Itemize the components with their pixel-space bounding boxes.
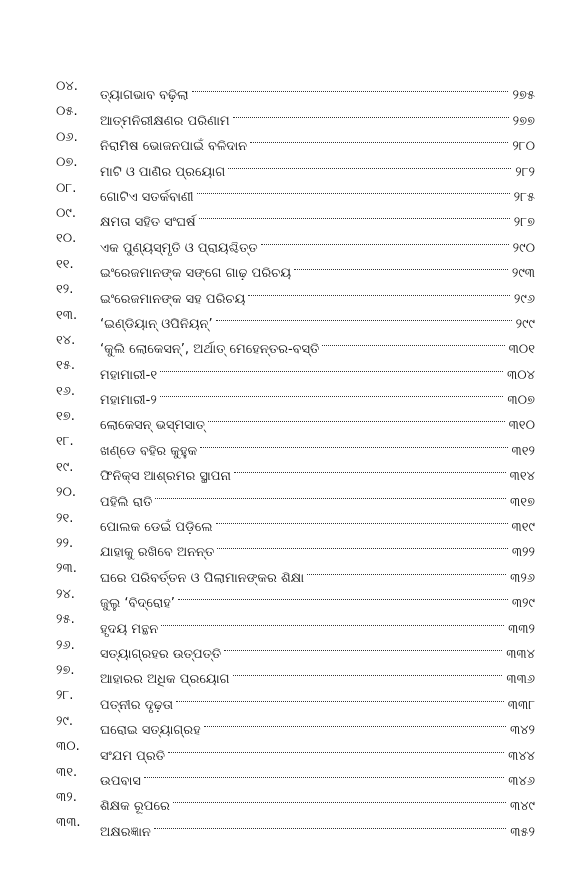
page-number: ୩୪୨ (509, 723, 535, 739)
chapter-number: ୨୭. (56, 662, 75, 678)
page-number: ୩୦୧ (508, 342, 535, 358)
page-number: ୩୩୬ (506, 672, 535, 688)
dot-leader (307, 556, 506, 581)
chapter-title: ‘କୁଲି ଲୋକେସନ୍’, ଅର୍ଥାତ୍ ମେହେନ୍ତର-ବସ୍ତି (100, 342, 320, 358)
page-number: ୨୮୭ (513, 215, 535, 231)
chapter-title: ତ୍ୟାଗଭାବ ବଢ଼ିଲା (100, 88, 189, 104)
page-number: ୨୯୬ (513, 291, 535, 307)
chapter-number: ୦୪. (56, 79, 78, 94)
chapter-title: କ୍ଷମତା ସହିତ ସଂଘର୍ଷ (100, 215, 196, 231)
dot-leader (155, 480, 506, 505)
page-number: ୩୧୦ (508, 418, 535, 434)
chapter-title: ଏକ ପୁଣ୍ୟସ୍ମୃତି ଓ ପ୍ରାୟଶ୍ଚିତ୍ତ (100, 240, 258, 256)
chapter-number: ୨୯. (56, 713, 74, 729)
page-number: ୩୫୨ (510, 824, 535, 840)
toc-entry[interactable] (0, 125, 585, 155)
page-number: ୨୯୩ (511, 266, 535, 282)
chapter-number: ୧୧. (56, 256, 74, 272)
chapter-number: ୧୩. (56, 307, 78, 323)
chapter-number: ୨୬. (56, 637, 75, 653)
chapter-number: ୦୬. (56, 129, 78, 145)
dot-leader (216, 303, 512, 328)
dot-leader (160, 353, 503, 378)
toc-entry[interactable] (0, 201, 585, 231)
toc-entry[interactable] (0, 226, 585, 256)
page-number: ୩୩୪ (506, 646, 535, 662)
chapter-title: ସତ୍ୟାଗ୍ରହର ଉତ୍ପତ୍ତି (100, 646, 222, 662)
dot-leader (197, 176, 510, 201)
chapter-number: ୦୮. (56, 180, 77, 196)
dot-leader (173, 785, 506, 810)
dot-leader (216, 506, 508, 531)
page-number: ୩୧୯ (511, 520, 535, 536)
chapter-title: ପତ୍ନୀର ଦୃଢ଼ତା (100, 697, 174, 713)
chapter-title: ଶିକ୍ଷକ ରୂପରେ (100, 799, 170, 815)
table-of-contents (0, 74, 585, 840)
toc-entry[interactable] (0, 379, 585, 409)
toc-entry[interactable] (0, 277, 585, 307)
toc-entry[interactable] (0, 607, 585, 637)
page-number: ୩୧୨ (511, 443, 535, 459)
chapter-number: ୧୫. (56, 358, 76, 374)
dot-leader (234, 455, 506, 480)
page-number: ୩୪୯ (509, 799, 535, 815)
chapter-title: ପହିଲି ରାତି (100, 494, 153, 510)
toc-entry[interactable] (0, 99, 585, 129)
page-number: ୩୦୪ (507, 367, 535, 383)
chapter-title: ଘରେ ପରିବର୍ତ୍ତନ ଓ ପିଲାମାନଙ୍କର ଶିକ୍ଷା (100, 570, 305, 586)
chapter-number: ୨୪. (56, 586, 75, 602)
chapter-title: ଉପବାସ (100, 773, 141, 789)
chapter-number: ୩୦. (56, 739, 80, 755)
chapter-title: ପୋଲକ ଡେଇଁ ପଡ଼ିଲେ (100, 520, 213, 536)
chapter-title: ଲୋକେସନ୍ ଭସ୍ମସାତ୍ (100, 418, 205, 434)
chapter-title: ଅକ୍ଷରଜ୍ଞାନ (100, 824, 151, 840)
dot-leader (208, 404, 505, 429)
toc-entry[interactable] (0, 785, 585, 815)
page-number: ୩୦୭ (507, 393, 535, 409)
toc-entry[interactable] (0, 252, 585, 282)
dot-leader (178, 582, 508, 607)
chapter-title: ଖଣ୍ଡେ ବହିର କୁହୁକ (100, 443, 198, 459)
chapter-title: ଇଂରେଜମାନଙ୍କ ସହ ପରିଚୟ (100, 291, 246, 307)
dot-leader (261, 226, 509, 251)
dot-leader (233, 99, 509, 124)
toc-entry[interactable] (0, 353, 585, 383)
chapter-title: ମହାମାରୀ-୨ (100, 393, 157, 409)
chapter-title: ଯାହାକୁ ରଖିବେ ଅନନ୍ତ (100, 545, 215, 561)
page-number: ୨୯୯ (515, 316, 535, 332)
dot-leader (192, 74, 509, 99)
chapter-number: ୧୪. (56, 332, 76, 348)
chapter-title: ‘ଇଣ୍ଡିୟାନ୍ ଓପିନିୟନ୍’ (100, 316, 213, 332)
chapter-title: ଜୁଲୁ ‘ବିଦ୍ରୋହ’ (100, 596, 175, 612)
chapter-number: ୦୯. (56, 205, 77, 221)
toc-entry[interactable] (0, 429, 585, 459)
toc-entry[interactable] (0, 734, 585, 764)
chapter-number: ୧୬. (56, 383, 76, 399)
dot-leader (200, 429, 507, 454)
toc-line (100, 810, 535, 845)
dot-leader (294, 252, 508, 277)
dot-leader (250, 125, 508, 150)
chapter-number: ୨୦. (56, 485, 77, 501)
chapter-number: ୧୨. (56, 282, 74, 298)
dot-leader (322, 328, 504, 353)
chapter-title: ନିରାମିଷ ଭୋଜନପାଇଁ ବଳିଦାନ (100, 139, 248, 155)
page-number: ୩୩୨ (508, 621, 535, 637)
chapter-number: ୨୮. (56, 688, 74, 704)
chapter-number: ୨୩. (56, 561, 77, 577)
chapter-title: ଆହାରର ଅଧିକ ପ୍ରୟୋଗ (100, 672, 230, 688)
page-number: ୩୨୯ (511, 596, 535, 612)
toc-entry[interactable] (0, 683, 585, 713)
dot-leader (248, 277, 510, 302)
chapter-number: ୧୯. (56, 459, 74, 475)
chapter-number: ୩୩. (56, 815, 81, 831)
toc-entry[interactable] (0, 74, 585, 104)
chapter-title: ଆତ୍ମନିରୀକ୍ଷଣର ପରିଣାମ (100, 113, 230, 129)
page-number: ୨୯୦ (512, 240, 535, 256)
dot-leader (176, 683, 504, 708)
dot-leader (160, 379, 504, 404)
page-number: ୩୧୭ (510, 494, 535, 510)
page-number: ୨୭୭ (512, 113, 535, 129)
toc-entry[interactable] (0, 709, 585, 739)
page-number: ୨୭୫ (512, 88, 535, 104)
toc-entry[interactable] (0, 455, 585, 485)
page-number: ୩୨୨ (511, 545, 535, 561)
toc-entry[interactable] (0, 506, 585, 536)
toc-entry[interactable] (0, 658, 585, 688)
toc-entry[interactable] (0, 176, 585, 205)
toc-entry[interactable] (0, 633, 585, 662)
toc-entry[interactable] (0, 531, 585, 561)
dot-leader (217, 531, 508, 556)
toc-entry[interactable] (0, 556, 585, 586)
dot-leader (204, 709, 506, 734)
dot-leader (199, 201, 510, 226)
chapter-title: ହୃଦୟ ମନ୍ଥନ (100, 621, 159, 637)
chapter-title: ମାଟି ଓ ପାଣିର ପ୍ରୟୋଗ (100, 164, 226, 180)
toc-entry[interactable] (0, 760, 585, 789)
toc-entry[interactable] (0, 810, 585, 840)
toc-entry[interactable] (0, 582, 585, 612)
page-number: ୨୮୦ (512, 139, 535, 155)
dot-leader (224, 633, 502, 658)
page-number: ୨୮୨ (515, 164, 535, 180)
chapter-title: ମହାମାରୀ-୧ (100, 367, 158, 383)
chapter-number: ୨୨. (56, 536, 74, 552)
chapter-title: ଫିନିକ୍ସ ଆଶ୍ରମର ସ୍ଥାପନା (100, 469, 231, 485)
toc-entry[interactable] (0, 404, 585, 434)
dot-leader (144, 760, 504, 785)
chapter-title: ଘରୋଇ ସତ୍ୟାଗ୍ରହ (100, 723, 201, 739)
chapter-number: ୧୭. (56, 409, 75, 425)
dot-leader (161, 607, 504, 632)
toc-entry[interactable] (0, 328, 585, 358)
chapter-number: ୩୧. (56, 764, 78, 780)
page-number: ୩୪୪ (508, 748, 535, 764)
chapter-number: ୧୮. (56, 434, 74, 450)
dot-leader (233, 658, 503, 683)
page-number: ୩୪୬ (508, 773, 535, 789)
chapter-number: ୨୧. (56, 510, 74, 526)
dot-leader (228, 150, 511, 175)
chapter-number: ୦୭. (56, 155, 78, 171)
dot-leader (154, 810, 506, 835)
dot-leader (168, 734, 504, 759)
chapter-number: ୩୨. (56, 789, 77, 805)
toc-entry[interactable] (0, 150, 585, 180)
page-number: ୩୧୪ (509, 469, 535, 485)
chapter-title: ସଂଯମ ପ୍ରତି (100, 748, 166, 764)
chapter-number: ୧୦. (56, 231, 77, 247)
chapter-number: ୦୫. (56, 104, 78, 120)
toc-entry[interactable] (0, 303, 585, 332)
chapter-title: ଗୋଟିଏ ସତର୍କବାଣୀ (100, 189, 194, 205)
page-number: ୩୩୮ (507, 697, 535, 713)
page-number: ୩୨୬ (510, 570, 535, 586)
page-number: ୨୮୫ (513, 189, 535, 205)
chapter-title: ଇଂରେଜମାନଙ୍କ ସଙ୍ଗେ ଗାଢ଼ ପରିଚୟ (100, 266, 292, 282)
toc-entry[interactable] (0, 480, 585, 510)
chapter-number: ୨୫. (56, 612, 75, 628)
